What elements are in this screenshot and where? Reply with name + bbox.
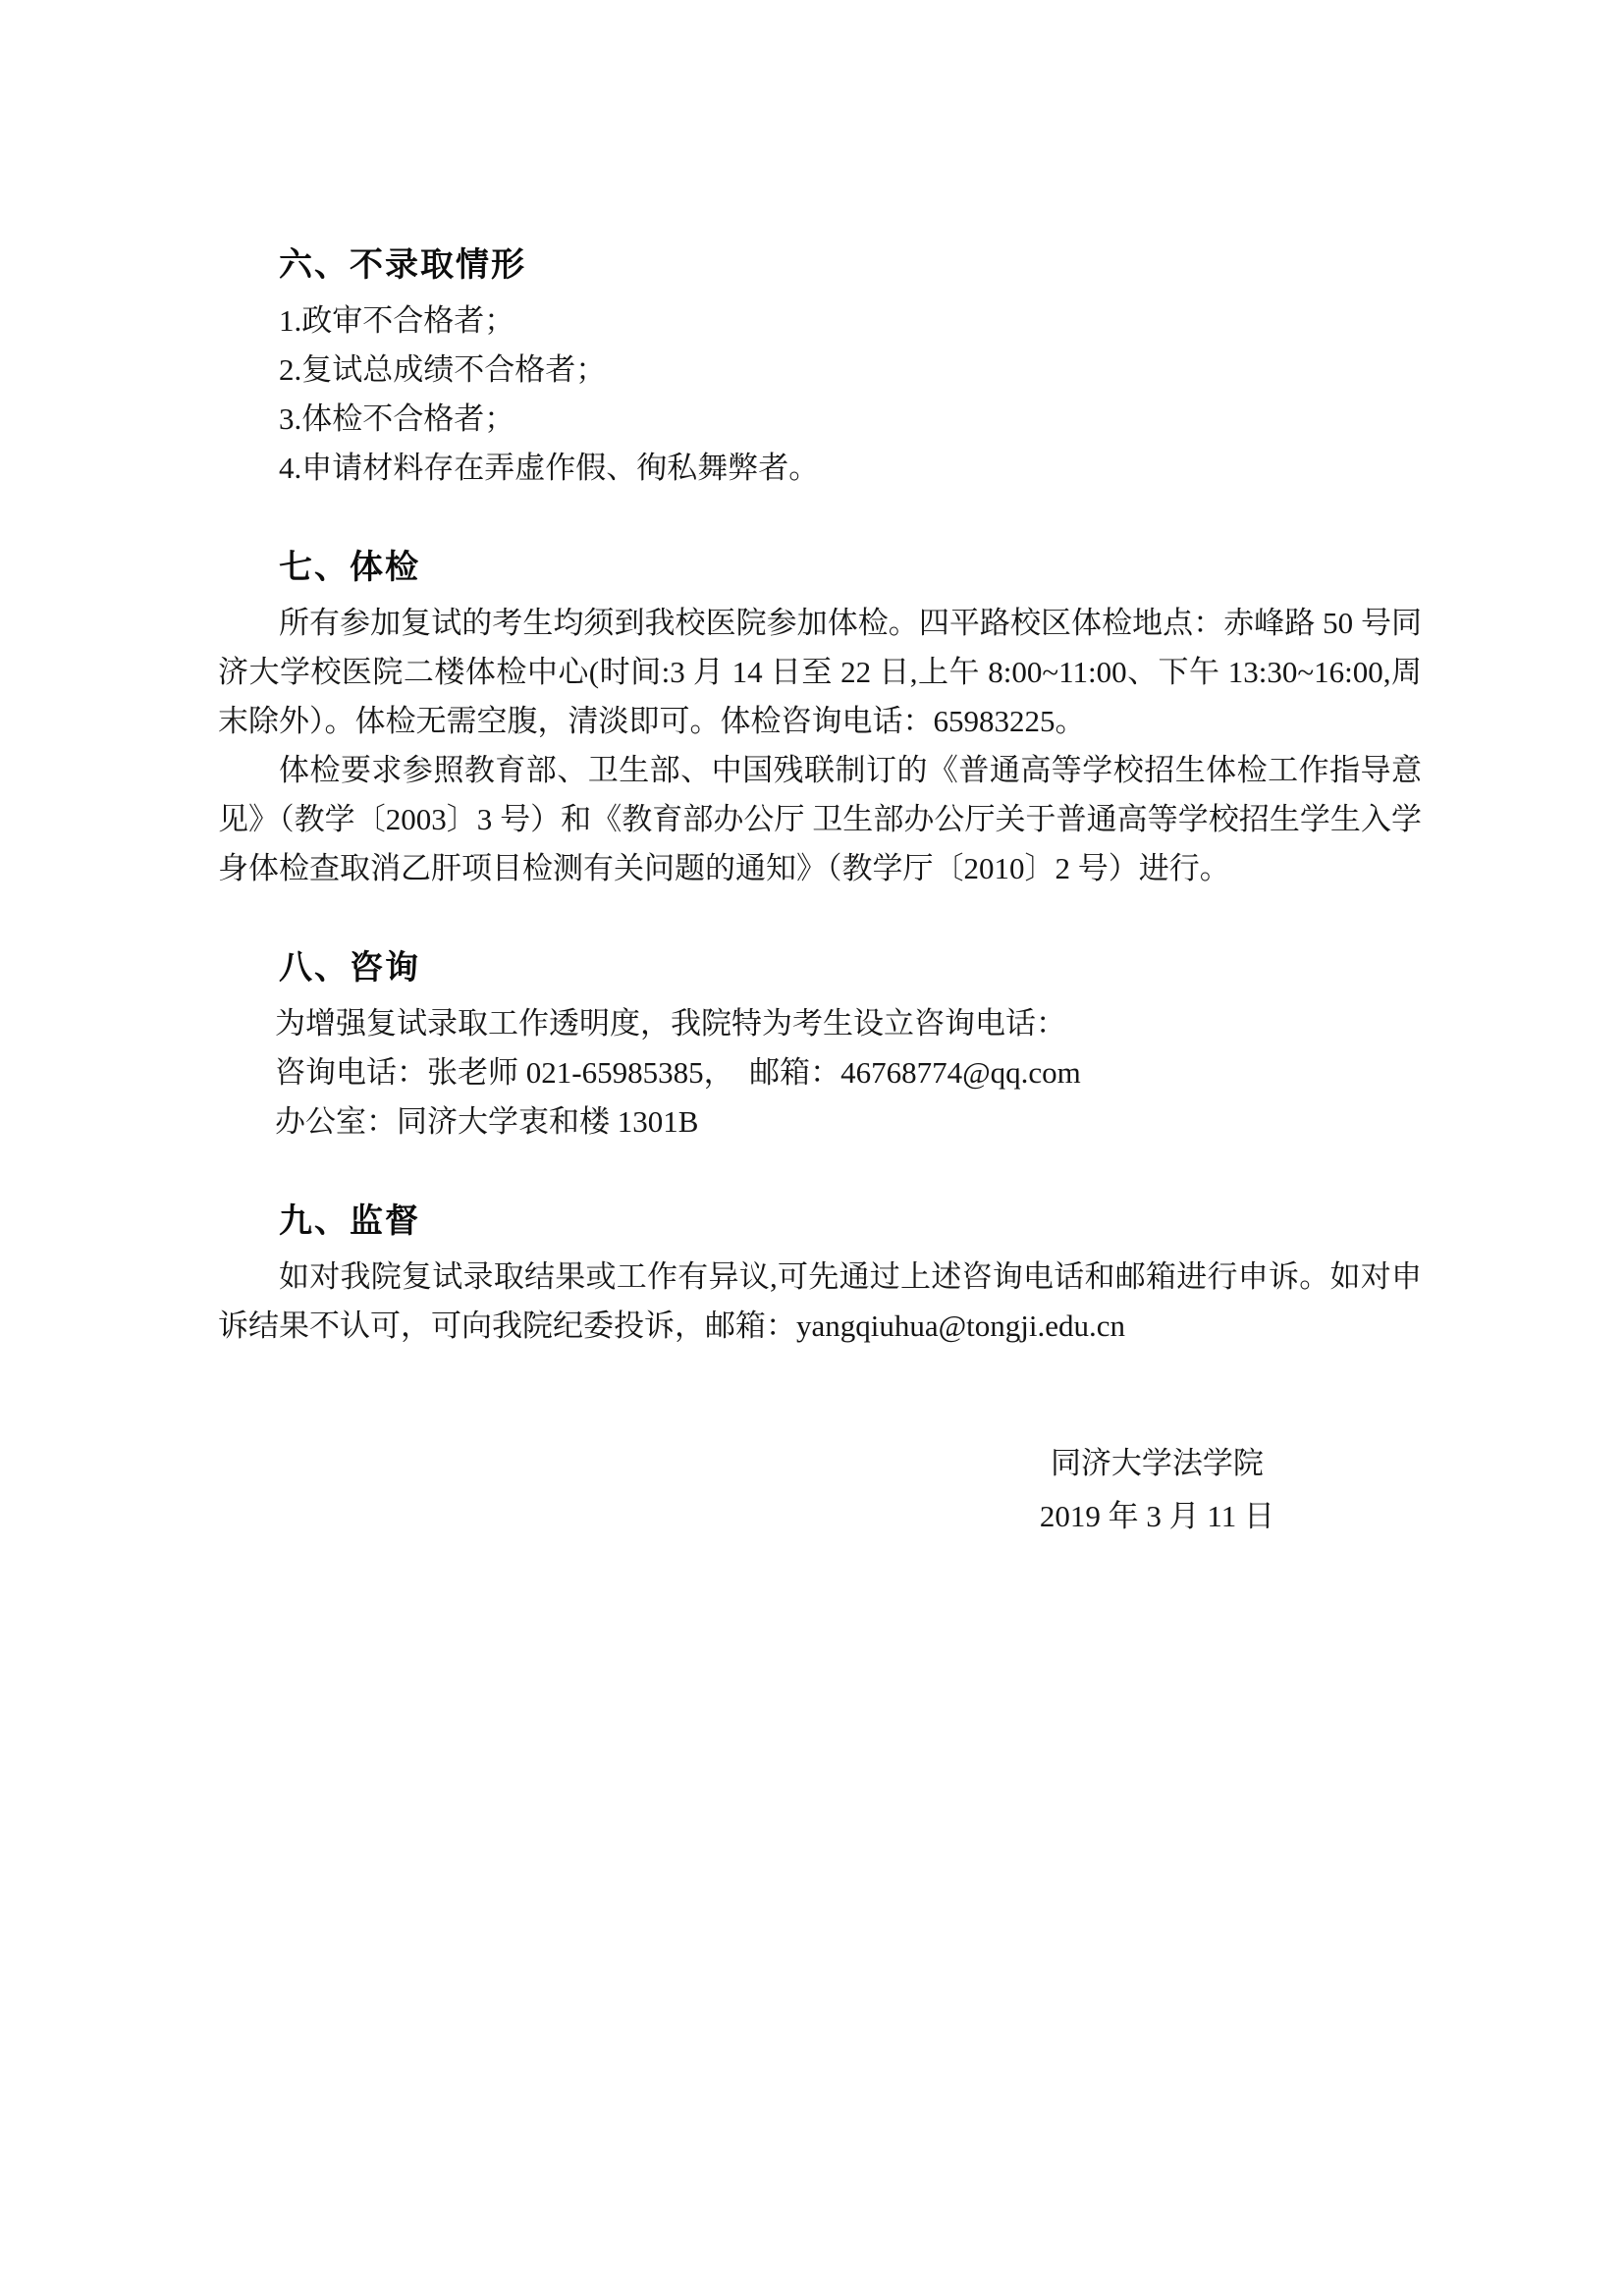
section-heading-consultation: 八、咨询 xyxy=(279,949,420,987)
paragraph: 体检要求参照教育部、卫生部、中国残联制订的《普通高等学校招生体检工作指导意见》（教学〔2003〕3 号）和《教育部办公厅 卫生部办公厅关于普通高等学校招生学生入学身体检查取消乙肝项目检测有关问题的通知》（教学厅〔2010〕2 号）进行。 xyxy=(218,753,1422,885)
paragraph: 如对我院复试录取结果或工作有异议,可先通过上述咨询电话和邮箱进行申诉。如对申诉结果不认可，可向我院纪委投诉，邮箱：yangqiuhua@tongji.edu.cn xyxy=(218,1259,1422,1343)
consultation-intro-line: 为增强复试录取工作透明度，我院特为考生设立咨询电话： xyxy=(275,1006,1066,1041)
list-item: 2.复试总成绩不合格者； xyxy=(279,352,607,387)
signature-organization: 同济大学法学院 xyxy=(1050,1446,1264,1480)
section-supervision xyxy=(218,1201,1422,1351)
list-item: 3.体检不合格者； xyxy=(279,401,515,436)
list-item: 4.申请材料存在弄虚作假、徇私舞弊者。 xyxy=(279,451,820,485)
section-rejection-criteria xyxy=(218,245,1422,493)
section-heading-supervision: 九、监督 xyxy=(279,1202,420,1240)
section-consultation xyxy=(218,948,1422,1147)
section-heading-rejection-criteria: 六、不录取情形 xyxy=(279,246,526,284)
section-physical-exam xyxy=(218,548,1422,893)
consultation-phone-email-line: 咨询电话：张老师 021-65985385， 邮箱：46768774@qq.com xyxy=(275,1055,1081,1090)
signature-date: 2019 年 3 月 11 日 xyxy=(1039,1499,1274,1533)
list-item: 1.政审不合格者； xyxy=(279,303,515,338)
consultation-office-line: 办公室：同济大学衷和楼 1301B xyxy=(275,1104,699,1139)
signature-block xyxy=(1040,1437,1274,1543)
section-heading-physical-exam: 七、体检 xyxy=(279,549,420,586)
paragraph: 所有参加复试的考生均须到我校医院参加体检。四平路校区体检地点：赤峰路 50 号同济大学校医院二楼体检中心(时间:3 月 14 日至 22 日,上午 8:00~11:00、下午 13:30~16:00,周末除外）。体检无需空腹，清淡即可。体检咨询电话：65983225。 xyxy=(218,606,1422,738)
